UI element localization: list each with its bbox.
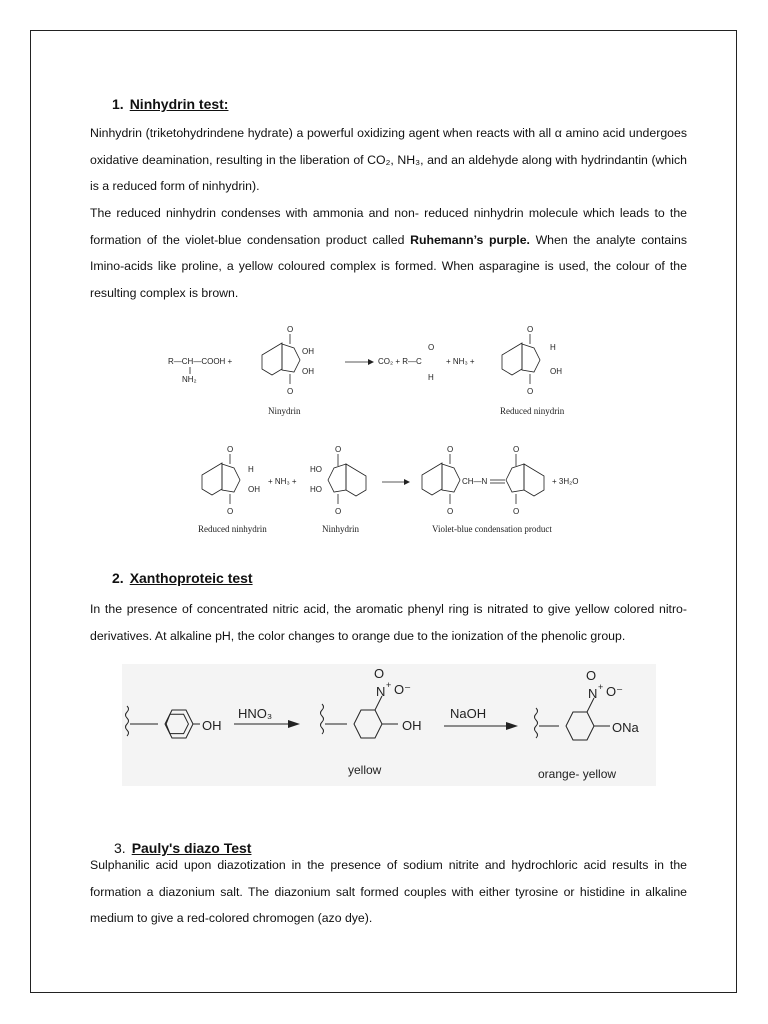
atom-o: O [447,445,454,454]
section-title: Ninhydrin test: [129,96,229,112]
ninhydrin-paragraph-1: Ninhydrin (triketohydrindene hydrate) a powerful oxidizing agent when reacts with all α amino acid undergoes oxidative deamination, resulting in the liberation of CO₂, NH₃, and an aldehyde along with hydrindantin (which is a reduced form of ninhydrin). [90,126,687,193]
amino-acid-label: R—CH—COOH + [168,357,233,366]
ninhydrin-structure-2 [310,445,366,516]
ruhemanns-purple-term: Ruhemann’s purple. [410,232,530,247]
section-number: 1. [112,96,124,112]
atom-o: O [527,387,534,396]
reduced-ninhydrin-structure-2 [202,445,260,516]
atom-oh: OH [302,367,314,376]
section-heading-xanthoproteic [112,570,253,586]
section-title: Xanthoproteic test [129,570,253,586]
co2-aldehyde-label: CO₂ + R—C [378,357,422,366]
caption-reduced-ninhydrin: Reduced ninhydrin [198,524,267,534]
caption-ninydrin: Ninydrin [268,406,301,416]
atom-oh: OH [550,367,562,376]
label-yellow: yellow [348,763,382,777]
atom-o: O [335,445,342,454]
nh2-label: NH₂ [182,375,197,384]
atom-o: O [428,343,435,352]
ruhemanns-purple-structure [422,445,544,516]
paulys-paragraph: Sulphanilic acid upon diazotization in the presence of sodium nitrite and hydrochloric acid results in the formation a diazonium salt. The diazonium salt formed couples with either tyrosine or histidine in alkaline medium to give a red-colored chromogen (azo dye). [90,858,687,925]
oh-group: OH [402,718,422,733]
atom-o: O [447,507,454,516]
atom-h: H [248,465,254,474]
atom-o: O [227,445,234,454]
xanthoproteic-paragraph: In the presence of concentrated nitric acid, the aromatic phenyl ring is nitrated to give yellow colored nitro-derivatives. At alkaline pH, the color changes to orange due to the ionization of the phenolic group. [90,602,687,643]
atom-oh: OH [302,347,314,356]
para-text: When the analyte contains Imino-acids like proline, a yellow coloured complex is formed. When asparagine is used, the colour of the resulting complex is brown. [90,232,687,300]
reagent-naoh: NaOH [450,706,487,721]
atom-o: O [227,507,234,516]
para-text: The reduced ninhydrin condenses with ammonia and non- reduced ninhydrin molecule which leads to the formation of the violet-blue condensation product called [90,206,687,247]
caption-ninhydrin: Ninhydrin [322,524,359,534]
atom-o: O [513,445,520,454]
section-number: 3. [114,840,126,856]
atom-h: H [550,343,556,352]
ona-group: ONa [612,720,639,735]
caption-reduced-ninydrin: Reduced ninydrin [500,406,565,416]
atom-h: H [428,373,434,382]
ninhydrin-reaction-figure [160,322,600,542]
ninhydrin-paragraph-2 [90,200,687,306]
nh3-label-2: + NH₃ + [268,477,297,486]
nitro-n: N [376,684,386,699]
atom-o: O [513,507,520,516]
nh3-label: + NH₃ + [446,357,475,366]
atom-ho: HO [310,465,322,474]
bridge-label: CH—N [462,477,488,486]
section-title: Pauly's diazo Test [131,840,252,856]
nitro-plus: + [598,682,604,692]
atom-o: O [335,507,342,516]
nitro-o: O [374,666,385,681]
section-heading-ninhydrin [112,96,228,112]
atom-o: O [527,325,534,334]
oh-group: OH [202,718,222,733]
nitro-plus: + [386,680,392,690]
atom-o: O [287,387,294,396]
nitro-n: N [588,686,598,701]
caption-condensation-product: Violet-blue condensation product [432,524,552,534]
atom-o: O [287,325,294,334]
reduced-ninhydrin-structure [502,325,562,396]
atom-oh: OH [248,485,260,494]
nitro-ominus: O⁻ [394,682,411,697]
xanthoproteic-reaction-figure [122,664,656,786]
reagent-hno3: HNO₃ [238,706,273,721]
atom-ho: HO [310,485,322,494]
section-number: 2. [112,570,124,586]
nitro-ominus: O⁻ [606,684,623,699]
label-orange-yellow: orange- yellow [538,767,617,781]
water-label: + 3H₂O [552,477,579,486]
nitro-o: O [586,668,597,683]
ninhydrin-structure [262,325,314,396]
